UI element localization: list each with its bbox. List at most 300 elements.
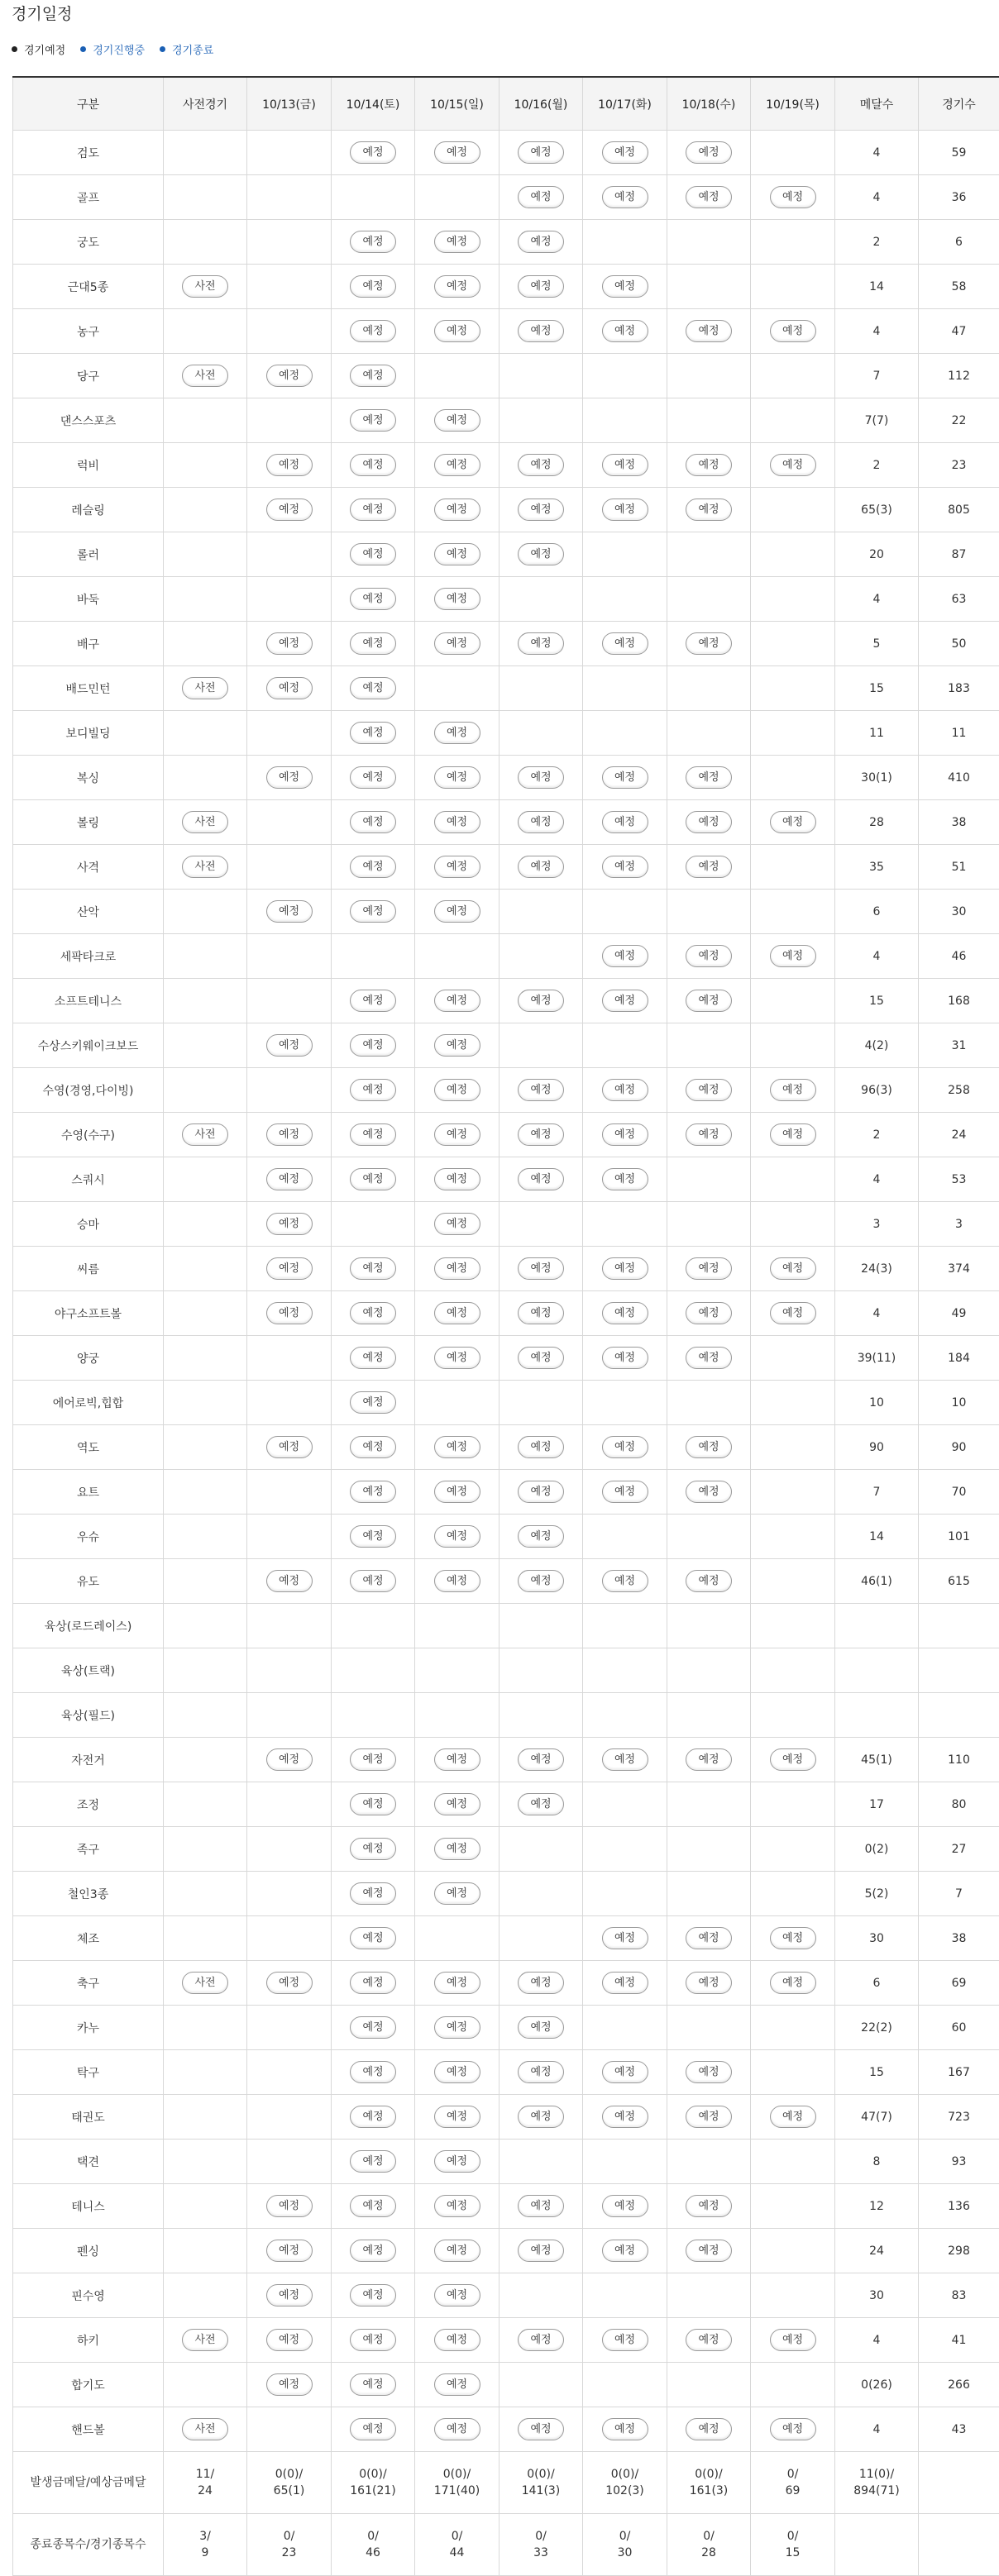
scheduled-badge[interactable]: 예정 [434,1302,480,1324]
schedule-table [12,76,999,2576]
scheduled-badge[interactable]: 예정 [434,2240,480,2262]
scheduled-badge[interactable]: 예정 [350,543,396,565]
day-cell [332,488,415,532]
scheduled-badge[interactable]: 예정 [602,856,648,878]
scheduled-badge[interactable]: 예정 [602,766,648,789]
medal-count: 12 [835,2184,919,2229]
scheduled-badge[interactable]: 예정 [602,1481,648,1503]
scheduled-badge[interactable]: 예정 [350,1838,396,1860]
scheduled-badge[interactable]: 예정 [350,1079,396,1101]
scheduled-badge[interactable]: 예정 [434,766,480,789]
scheduled-badge[interactable]: 예정 [434,1034,480,1057]
scheduled-badge[interactable]: 예정 [518,1079,564,1101]
scheduled-badge[interactable]: 예정 [518,1302,564,1324]
pre-game-badge[interactable]: 사전 [182,275,228,298]
scheduled-badge[interactable]: 예정 [434,1481,480,1503]
scheduled-badge[interactable]: 예정 [602,2061,648,2083]
scheduled-badge[interactable]: 예정 [434,454,480,476]
sport-name: 골프 [13,175,164,220]
scheduled-badge[interactable]: 예정 [434,499,480,521]
scheduled-badge[interactable]: 예정 [350,409,396,432]
scheduled-badge[interactable]: 예정 [350,1123,396,1146]
scheduled-badge[interactable]: 예정 [266,1748,313,1771]
scheduled-badge[interactable]: 예정 [770,2329,816,2351]
scheduled-badge[interactable]: 예정 [266,1123,313,1146]
day-cell [583,309,667,354]
scheduled-badge[interactable]: 예정 [518,2240,564,2262]
scheduled-badge[interactable]: 예정 [434,275,480,298]
scheduled-badge[interactable]: 예정 [602,1436,648,1458]
scheduled-badge[interactable]: 예정 [686,1927,732,1949]
scheduled-badge[interactable]: 예정 [602,1972,648,1994]
scheduled-badge[interactable]: 예정 [350,1347,396,1369]
day-cell [332,1068,415,1113]
scheduled-badge[interactable]: 예정 [266,1302,313,1324]
scheduled-badge[interactable]: 예정 [518,2329,564,2351]
scheduled-badge[interactable]: 예정 [770,945,816,967]
scheduled-badge[interactable]: 예정 [434,141,480,164]
scheduled-badge[interactable]: 예정 [434,1168,480,1190]
scheduled-badge[interactable]: 예정 [350,677,396,699]
scheduled-badge[interactable]: 예정 [686,1302,732,1324]
scheduled-badge[interactable]: 예정 [686,454,732,476]
scheduled-badge[interactable]: 예정 [518,186,564,208]
scheduled-badge[interactable]: 예정 [434,811,480,833]
scheduled-badge[interactable]: 예정 [686,2329,732,2351]
pre-game-badge[interactable]: 사전 [182,2418,228,2440]
scheduled-badge[interactable]: 예정 [686,811,732,833]
day-cell [583,131,667,175]
scheduled-badge[interactable]: 예정 [686,141,732,164]
scheduled-badge[interactable]: 예정 [350,1034,396,1057]
day-cell [751,666,835,711]
scheduled-badge[interactable]: 예정 [518,1570,564,1592]
scheduled-badge[interactable]: 예정 [602,2329,648,2351]
table-row [13,1782,999,1827]
totals-cell [751,2514,835,2576]
totals-value-top: 0/ [703,2530,715,2543]
scheduled-badge[interactable]: 예정 [770,1302,816,1324]
day-cell [583,2363,667,2407]
scheduled-badge[interactable]: 예정 [266,365,313,387]
table-row [13,1872,999,1916]
pre-game-cell [164,666,247,711]
scheduled-badge[interactable]: 예정 [350,454,396,476]
scheduled-badge[interactable]: 예정 [686,1748,732,1771]
scheduled-badge[interactable]: 예정 [434,2418,480,2440]
scheduled-badge[interactable]: 예정 [518,856,564,878]
scheduled-badge[interactable]: 예정 [518,2418,564,2440]
scheduled-badge[interactable]: 예정 [686,856,732,878]
scheduled-badge[interactable]: 예정 [686,2106,732,2128]
scheduled-badge[interactable]: 예정 [434,722,480,744]
scheduled-badge[interactable]: 예정 [350,632,396,655]
scheduled-badge[interactable]: 예정 [434,2106,480,2128]
scheduled-badge[interactable]: 예정 [266,766,313,789]
medal-count: 4 [835,309,919,354]
scheduled-badge[interactable]: 예정 [350,900,396,923]
scheduled-badge[interactable]: 예정 [686,1436,732,1458]
day-cell [500,1693,583,1738]
totals-cell [247,2452,332,2514]
scheduled-badge[interactable]: 예정 [770,2418,816,2440]
scheduled-badge[interactable]: 예정 [350,1882,396,1905]
pre-game-cell [164,2050,247,2095]
scheduled-badge[interactable]: 예정 [434,1079,480,1101]
scheduled-badge[interactable]: 예정 [434,2016,480,2039]
scheduled-badge[interactable]: 예정 [686,1123,732,1146]
scheduled-badge[interactable]: 예정 [434,588,480,610]
scheduled-badge[interactable]: 예정 [350,2418,396,2440]
scheduled-badge[interactable]: 예정 [350,1436,396,1458]
pre-game-badge[interactable]: 사전 [182,677,228,699]
scheduled-badge[interactable]: 예정 [518,1123,564,1146]
day-cell [415,1961,500,2006]
scheduled-badge[interactable]: 예정 [518,2061,564,2083]
day-cell [583,1023,667,1068]
scheduled-badge[interactable]: 예정 [350,2061,396,2083]
scheduled-badge[interactable]: 예정 [602,1347,648,1369]
scheduled-badge[interactable]: 예정 [350,2240,396,2262]
scheduled-badge[interactable]: 예정 [350,2016,396,2039]
pre-game-cell [164,354,247,398]
scheduled-badge[interactable]: 예정 [266,1570,313,1592]
scheduled-badge[interactable]: 예정 [602,320,648,342]
game-count: 87 [919,532,999,577]
scheduled-badge[interactable]: 예정 [602,186,648,208]
scheduled-badge[interactable]: 예정 [266,677,313,699]
scheduled-badge[interactable]: 예정 [518,1972,564,1994]
scheduled-badge[interactable]: 예정 [686,2240,732,2262]
scheduled-badge[interactable]: 예정 [266,2240,313,2262]
scheduled-badge[interactable]: 예정 [350,2195,396,2217]
scheduled-badge[interactable]: 예정 [350,1525,396,1548]
day-cell [247,1247,332,1291]
scheduled-badge[interactable]: 예정 [350,141,396,164]
scheduled-badge[interactable]: 예정 [350,365,396,387]
sport-name: 역도 [13,1425,164,1470]
pre-game-badge[interactable]: 사전 [182,1972,228,1994]
scheduled-badge[interactable]: 예정 [602,1570,648,1592]
day-cell [667,1157,751,1202]
scheduled-badge[interactable]: 예정 [266,2195,313,2217]
scheduled-badge[interactable]: 예정 [602,2106,648,2128]
day-cell [583,1961,667,2006]
sport-name: 농구 [13,309,164,354]
scheduled-badge[interactable]: 예정 [602,2195,648,2217]
game-count: 80 [919,1782,999,1827]
day-cell [415,1291,500,1336]
table-row [13,2229,999,2273]
scheduled-badge[interactable]: 예정 [434,2373,480,2396]
scheduled-badge[interactable]: 예정 [602,1302,648,1324]
scheduled-badge[interactable]: 예정 [518,1257,564,1280]
scheduled-badge[interactable]: 예정 [350,1168,396,1190]
scheduled-badge[interactable]: 예정 [434,1838,480,1860]
totals-value-top: 11/ [196,2468,215,2481]
scheduled-badge[interactable]: 예정 [350,1481,396,1503]
scheduled-badge[interactable]: 예정 [518,1436,564,1458]
scheduled-badge[interactable]: 예정 [602,1079,648,1101]
scheduled-badge[interactable]: 예정 [602,811,648,833]
scheduled-badge[interactable]: 예정 [350,231,396,253]
scheduled-badge[interactable]: 예정 [434,856,480,878]
table-row [13,1381,999,1425]
scheduled-badge[interactable]: 예정 [602,632,648,655]
scheduled-badge[interactable]: 예정 [518,2195,564,2217]
scheduled-badge[interactable]: 예정 [266,1436,313,1458]
scheduled-badge[interactable]: 예정 [518,1748,564,1771]
scheduled-badge[interactable]: 예정 [686,766,732,789]
scheduled-badge[interactable]: 예정 [518,2106,564,2128]
scheduled-badge[interactable]: 예정 [434,2329,480,2351]
scheduled-badge[interactable]: 예정 [602,141,648,164]
pre-game-badge[interactable]: 사전 [182,2329,228,2351]
scheduled-badge[interactable]: 예정 [434,2150,480,2173]
scheduled-badge[interactable]: 예정 [350,2106,396,2128]
scheduled-badge[interactable]: 예정 [266,454,313,476]
scheduled-badge[interactable]: 예정 [350,811,396,833]
scheduled-badge[interactable]: 예정 [686,499,732,521]
scheduled-badge[interactable]: 예정 [266,2373,313,2396]
scheduled-badge[interactable]: 예정 [686,320,732,342]
scheduled-badge[interactable]: 예정 [518,990,564,1012]
scheduled-badge[interactable]: 예정 [266,1213,313,1235]
scheduled-badge[interactable]: 예정 [350,2284,396,2306]
scheduled-badge[interactable]: 예정 [266,1257,313,1280]
scheduled-badge[interactable]: 예정 [686,632,732,655]
pre-game-cell [164,1872,247,1916]
scheduled-badge[interactable]: 예정 [686,990,732,1012]
scheduled-badge[interactable]: 예정 [518,320,564,342]
scheduled-badge[interactable]: 예정 [770,454,816,476]
day-cell [667,622,751,666]
scheduled-badge[interactable]: 예정 [350,856,396,878]
scheduled-badge[interactable]: 예정 [770,1748,816,1771]
game-count: 90 [919,1425,999,1470]
scheduled-badge[interactable]: 예정 [602,990,648,1012]
scheduled-badge[interactable]: 예정 [686,186,732,208]
scheduled-badge[interactable]: 예정 [266,900,313,923]
scheduled-badge[interactable]: 예정 [350,766,396,789]
scheduled-badge[interactable]: 예정 [686,1570,732,1592]
day-cell [500,1381,583,1425]
day-cell [583,1827,667,1872]
day-cell [751,1425,835,1470]
scheduled-badge[interactable]: 예정 [434,1793,480,1815]
scheduled-badge[interactable]: 예정 [518,766,564,789]
scheduled-badge[interactable]: 예정 [350,722,396,744]
scheduled-badge[interactable]: 예정 [686,1257,732,1280]
pre-game-cell [164,756,247,800]
day-cell [751,1336,835,1381]
medal-count: 6 [835,890,919,934]
day-cell [247,1782,332,1827]
day-cell [247,1202,332,1247]
scheduled-badge[interactable]: 예정 [434,1525,480,1548]
scheduled-badge[interactable]: 예정 [350,1257,396,1280]
scheduled-badge[interactable]: 예정 [434,1436,480,1458]
pre-game-badge[interactable]: 사전 [182,811,228,833]
day-cell [415,577,500,622]
scheduled-badge[interactable]: 예정 [350,320,396,342]
scheduled-badge[interactable]: 예정 [770,186,816,208]
day-cell [415,131,500,175]
scheduled-badge[interactable]: 예정 [266,1034,313,1057]
game-count: 266 [919,2363,999,2407]
scheduled-badge[interactable]: 예정 [434,2284,480,2306]
day-cell [247,1381,332,1425]
pre-game-badge[interactable]: 사전 [182,365,228,387]
scheduled-badge[interactable]: 예정 [518,2016,564,2039]
scheduled-badge[interactable]: 예정 [350,1927,396,1949]
scheduled-badge[interactable]: 예정 [266,2284,313,2306]
scheduled-badge[interactable]: 예정 [434,632,480,655]
scheduled-badge[interactable]: 예정 [686,2195,732,2217]
scheduled-badge[interactable]: 예정 [434,320,480,342]
scheduled-badge[interactable]: 예정 [602,2418,648,2440]
day-cell [583,2140,667,2184]
scheduled-badge[interactable]: 예정 [350,1570,396,1592]
scheduled-badge[interactable]: 예정 [434,2061,480,2083]
totals-cell [583,2514,667,2576]
scheduled-badge[interactable]: 예정 [686,1972,732,1994]
totals-cell [919,2514,999,2576]
day-cell [332,1470,415,1515]
scheduled-badge[interactable]: 예정 [350,1391,396,1414]
scheduled-badge[interactable]: 예정 [434,2195,480,2217]
scheduled-badge[interactable]: 예정 [770,2106,816,2128]
scheduled-badge[interactable]: 예정 [602,945,648,967]
medal-count: 4 [835,1157,919,1202]
scheduled-badge[interactable]: 예정 [686,945,732,967]
scheduled-badge[interactable]: 예정 [518,1525,564,1548]
table-row [13,1336,999,1381]
scheduled-badge[interactable]: 예정 [266,1972,313,1994]
scheduled-badge[interactable]: 예정 [350,2373,396,2396]
column-header: 10/14(토) [332,77,415,131]
pre-game-badge[interactable]: 사전 [182,1123,228,1146]
scheduled-badge[interactable]: 예정 [602,1123,648,1146]
scheduled-badge[interactable]: 예정 [518,454,564,476]
scheduled-badge[interactable]: 예정 [686,1481,732,1503]
scheduled-badge[interactable]: 예정 [266,1168,313,1190]
scheduled-badge[interactable]: 예정 [350,275,396,298]
totals-cell [415,2452,500,2514]
pre-game-cell [164,443,247,488]
medal-count: 0(26) [835,2363,919,2407]
scheduled-badge[interactable]: 예정 [434,231,480,253]
scheduled-badge[interactable]: 예정 [770,1079,816,1101]
scheduled-badge[interactable]: 예정 [350,588,396,610]
game-count: 41 [919,2318,999,2363]
scheduled-badge[interactable]: 예정 [518,632,564,655]
day-cell [500,488,583,532]
day-cell [247,1023,332,1068]
scheduled-badge[interactable]: 예정 [686,1347,732,1369]
pre-game-cell [164,1782,247,1827]
day-cell [500,1157,583,1202]
day-cell [583,2006,667,2050]
scheduled-badge[interactable]: 예정 [350,1302,396,1324]
scheduled-badge[interactable]: 예정 [434,1570,480,1592]
scheduled-badge[interactable]: 예정 [518,231,564,253]
scheduled-badge[interactable]: 예정 [434,1347,480,1369]
day-cell [332,309,415,354]
scheduled-badge[interactable]: 예정 [434,1748,480,1771]
pre-game-cell [164,622,247,666]
scheduled-badge[interactable]: 예정 [266,499,313,521]
day-cell [332,1023,415,1068]
scheduled-badge[interactable]: 예정 [350,2150,396,2173]
scheduled-badge[interactable]: 예정 [518,1481,564,1503]
scheduled-badge[interactable]: 예정 [686,1079,732,1101]
scheduled-badge[interactable]: 예정 [686,2418,732,2440]
scheduled-badge[interactable]: 예정 [770,1257,816,1280]
scheduled-badge[interactable]: 예정 [518,499,564,521]
scheduled-badge[interactable]: 예정 [602,1748,648,1771]
scheduled-badge[interactable]: 예정 [350,499,396,521]
scheduled-badge[interactable]: 예정 [350,1748,396,1771]
scheduled-badge[interactable]: 예정 [518,275,564,298]
sport-name: 소프트테니스 [13,979,164,1023]
scheduled-badge[interactable]: 예정 [518,1793,564,1815]
scheduled-badge[interactable]: 예정 [434,990,480,1012]
scheduled-badge[interactable]: 예정 [518,1347,564,1369]
scheduled-badge[interactable]: 예정 [602,275,648,298]
scheduled-badge[interactable]: 예정 [518,1168,564,1190]
scheduled-badge[interactable]: 예정 [350,1793,396,1815]
scheduled-badge[interactable]: 예정 [770,1972,816,1994]
scheduled-badge[interactable]: 예정 [770,1123,816,1146]
day-cell [583,2407,667,2452]
scheduled-badge[interactable]: 예정 [602,454,648,476]
scheduled-badge[interactable]: 예정 [602,1927,648,1949]
scheduled-badge[interactable]: 예정 [434,1882,480,1905]
scheduled-badge[interactable]: 예정 [266,632,313,655]
scheduled-badge[interactable]: 예정 [518,811,564,833]
scheduled-badge[interactable]: 예정 [518,141,564,164]
scheduled-badge[interactable]: 예정 [434,1972,480,1994]
scheduled-badge[interactable]: 예정 [350,1972,396,1994]
medal-count: 2 [835,443,919,488]
scheduled-badge[interactable]: 예정 [518,543,564,565]
scheduled-badge[interactable]: 예정 [350,990,396,1012]
table-row [13,2140,999,2184]
day-cell [751,890,835,934]
scheduled-badge[interactable]: 예정 [434,1257,480,1280]
scheduled-badge[interactable]: 예정 [770,320,816,342]
scheduled-badge[interactable]: 예정 [770,811,816,833]
scheduled-badge[interactable]: 예정 [434,1213,480,1235]
scheduled-badge[interactable]: 예정 [602,1168,648,1190]
scheduled-badge[interactable]: 예정 [602,1257,648,1280]
table-row [13,711,999,756]
scheduled-badge[interactable]: 예정 [434,543,480,565]
day-cell [751,1782,835,1827]
day-cell [667,1381,751,1425]
scheduled-badge[interactable]: 예정 [770,1927,816,1949]
scheduled-badge[interactable]: 예정 [602,499,648,521]
pre-game-badge[interactable]: 사전 [182,856,228,878]
scheduled-badge[interactable]: 예정 [350,2329,396,2351]
scheduled-badge[interactable]: 예정 [434,409,480,432]
scheduled-badge[interactable]: 예정 [602,2240,648,2262]
scheduled-badge[interactable]: 예정 [434,900,480,923]
scheduled-badge[interactable]: 예정 [686,2061,732,2083]
scheduled-badge[interactable]: 예정 [434,1123,480,1146]
scheduled-badge[interactable]: 예정 [266,2329,313,2351]
